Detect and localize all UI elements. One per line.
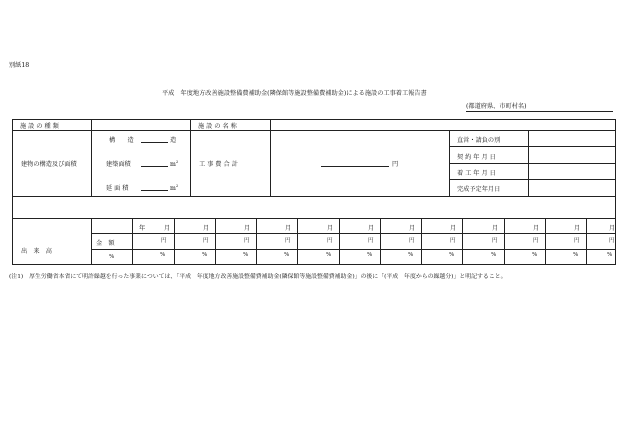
- month-label: 月: [244, 225, 251, 232]
- floor-area-unit: $m^2$: [170, 183, 179, 193]
- percent-unit: %: [202, 252, 208, 258]
- percent-unit: %: [160, 252, 166, 258]
- building-area-unit: $m^2$: [170, 159, 179, 169]
- prefecture-municipality-field[interactable]: [466, 101, 613, 112]
- contract-date-label: 契 約 年 月 日: [457, 154, 496, 161]
- month-label: 月: [533, 225, 540, 232]
- floor-area-label: 延 面 積: [106, 185, 129, 192]
- percent-unit: %: [109, 254, 115, 260]
- prefecture-label: (都道府県、市町村名): [466, 103, 527, 110]
- yen-unit: 円: [161, 238, 167, 244]
- month-label: 月: [368, 225, 375, 232]
- percent-unit: %: [243, 252, 249, 258]
- construction-cost-unit: 円: [392, 161, 399, 168]
- month-label: 月: [164, 225, 171, 232]
- direct-contract-label: 直営・請負の別: [457, 137, 501, 144]
- building-area-label: 建築面積: [106, 161, 131, 168]
- footnote: (注1) 厚生労働省本省にて明許繰越を行った事業については、「平成 年度地方改善施設整備費補助金(隣保館等施設整備費補助金)」の後に「(平成 年度からの繰越分)」と明記すること。: [9, 274, 507, 280]
- percent-unit: %: [491, 252, 497, 258]
- amount-label: 金 額: [96, 240, 115, 247]
- month-label: 月: [203, 225, 210, 232]
- yen-unit: 円: [203, 238, 209, 244]
- month-label: 月: [492, 225, 499, 232]
- yen-unit: 円: [492, 238, 498, 244]
- month-label: 月: [450, 225, 457, 232]
- construction-cost-field[interactable]: [321, 166, 389, 167]
- yen-unit: 円: [327, 238, 333, 244]
- yen-unit: 円: [368, 238, 374, 244]
- yen-unit: 円: [244, 238, 250, 244]
- yen-unit: 円: [450, 238, 456, 244]
- percent-unit: %: [408, 252, 414, 258]
- completion-date-label: 完成予定年月日: [457, 186, 501, 193]
- construction-cost-label: 工 事 費 合 計: [199, 161, 238, 168]
- month-label: 月: [285, 225, 292, 232]
- structure-unit: 造: [170, 137, 177, 144]
- percent-unit: %: [284, 252, 290, 258]
- yen-unit: 円: [409, 238, 415, 244]
- building-structure-label: 建物の構造及び面積: [21, 161, 77, 168]
- percent-unit: %: [449, 252, 455, 258]
- start-date-label: 着 工 年 月 日: [457, 170, 496, 177]
- month-label: 月: [609, 225, 616, 232]
- yen-unit: 円: [533, 238, 539, 244]
- yen-unit: 円: [574, 238, 580, 244]
- yen-unit: 円: [609, 238, 615, 244]
- month-label: 月: [327, 225, 334, 232]
- building-area-field[interactable]: [141, 166, 168, 167]
- form-number: 別紙18: [9, 62, 30, 69]
- percent-unit: %: [367, 252, 373, 258]
- year-label: 年: [139, 225, 146, 232]
- percent-unit: %: [326, 252, 332, 258]
- structure-field[interactable]: [141, 142, 168, 143]
- month-label: 月: [574, 225, 581, 232]
- percent-unit: %: [573, 252, 579, 258]
- facility-name-label: 施 設 の 名 称: [198, 123, 237, 130]
- floor-area-field[interactable]: [141, 190, 168, 191]
- document-title: 平成 年度地方改善施設整備費補助金(隣保館等施設整備費補助金)による施設の工事着工報告書: [162, 90, 427, 97]
- percent-unit: %: [532, 252, 538, 258]
- structure-label: 構 造: [109, 137, 134, 144]
- percent-unit: %: [607, 252, 613, 258]
- progress-label: 出 来 高: [21, 248, 52, 255]
- month-label: 月: [409, 225, 416, 232]
- yen-unit: 円: [285, 238, 291, 244]
- facility-type-label: 施 設 の 種 類: [20, 123, 59, 130]
